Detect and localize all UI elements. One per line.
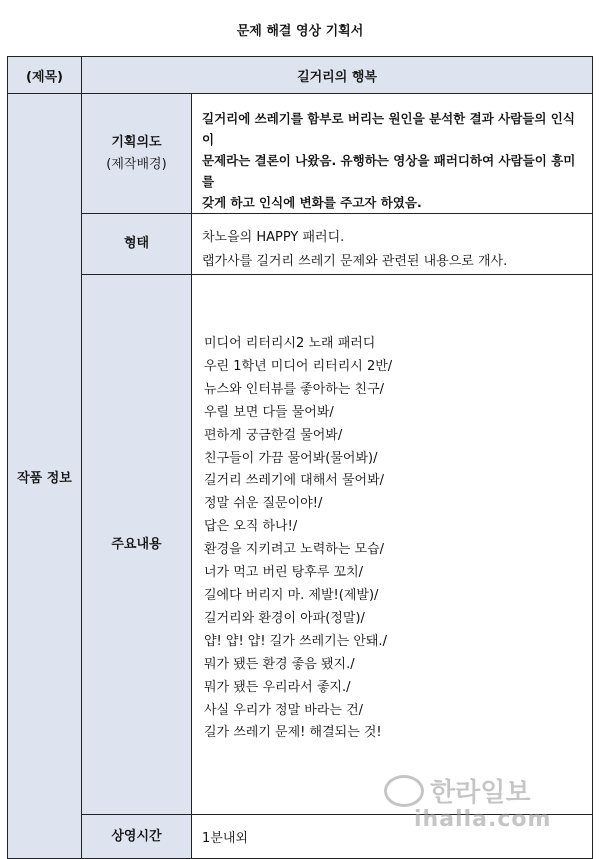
lyric-line: 길에다 버리지 마. 제발!(제발)/ [204,587,379,603]
content-lyrics [192,275,593,815]
lyric-line: 길가 쓰레기 문제! 해결되는 것! [204,725,382,741]
purpose-text [192,94,593,214]
runtime-label: 상영시간 [82,815,192,859]
lyric-line: 정말 쉬운 질문이야!/ [204,496,323,512]
document-title: 문제 해결 영상 기획서 [236,24,364,39]
form-text [192,214,593,275]
title-label: (제목) [8,57,82,94]
lyric-line: 편하게 궁금한걸 물어봐/ [204,427,343,443]
form-label: 형태 [82,214,192,275]
lyric-line: 뭐가 됐든 환경 좋음 됐지./ [204,656,355,672]
lyric-line: 너가 먹고 버린 탕후루 꼬치/ [204,565,364,581]
purpose-line: 문제라는 결론이 나왔음. 유행하는 영상을 패러디하여 사람들이 흥미를 [202,153,576,189]
lyric-line: 뉴스와 인터뷰를 좋아하는 친구/ [204,381,385,397]
runtime-value: 1분내외 [192,815,593,859]
purpose-line: 길거리에 쓰레기를 함부로 버리는 원인을 분석한 결과 사람들의 인식이 [202,111,575,147]
purpose-label [82,94,192,214]
lyric-line: 우릴 보면 다들 물어봐/ [204,404,334,420]
lyric-line: 우린 1학년 미디어 리터리시 2반/ [204,358,393,374]
lyric-line: 친구들이 가끔 물어봐(물어봐)/ [204,450,378,466]
title-value: 길거리의 행복 [82,57,593,94]
lyric-line: 뭐가 됐든 우리라서 좋지./ [204,679,351,695]
lyric-line: 길거리와 환경이 아파(정말)/ [204,610,365,626]
purpose-line: 갖게 하고 인식에 변화를 주고자 하였음. [202,195,422,210]
purpose-label-main: 기획의도 [111,134,162,150]
form-line: 차노을의 HAPPY 패러디. [202,230,345,245]
lyric-line: 얍! 얍! 얍! 길가 쓰레기는 안돼./ [204,633,387,649]
purpose-label-sub: (제작배경) [106,156,167,172]
lyric-line: 길거리 쓰레기에 대해서 물어봐/ [204,473,385,489]
lyric-line: 미디어 리터리시2 노래 패러디 [204,336,376,351]
watermark-name: 한라일보 [430,778,531,808]
content-label: 주요내용 [82,275,192,815]
proposal-table [7,56,593,859]
form-line: 랩가사를 길거리 쓰레기 문제와 관련된 내용으로 개사. [202,254,508,269]
lyric-line: 사실 우리가 정말 바라는 건/ [204,702,364,718]
lyric-line: 환경을 지키려고 노력하는 모습/ [204,542,385,558]
lyric-line: 답은 오직 하나!/ [204,519,298,535]
watermark-url: ihalla.com [414,807,552,832]
section-label: 작품 정보 [8,94,82,859]
